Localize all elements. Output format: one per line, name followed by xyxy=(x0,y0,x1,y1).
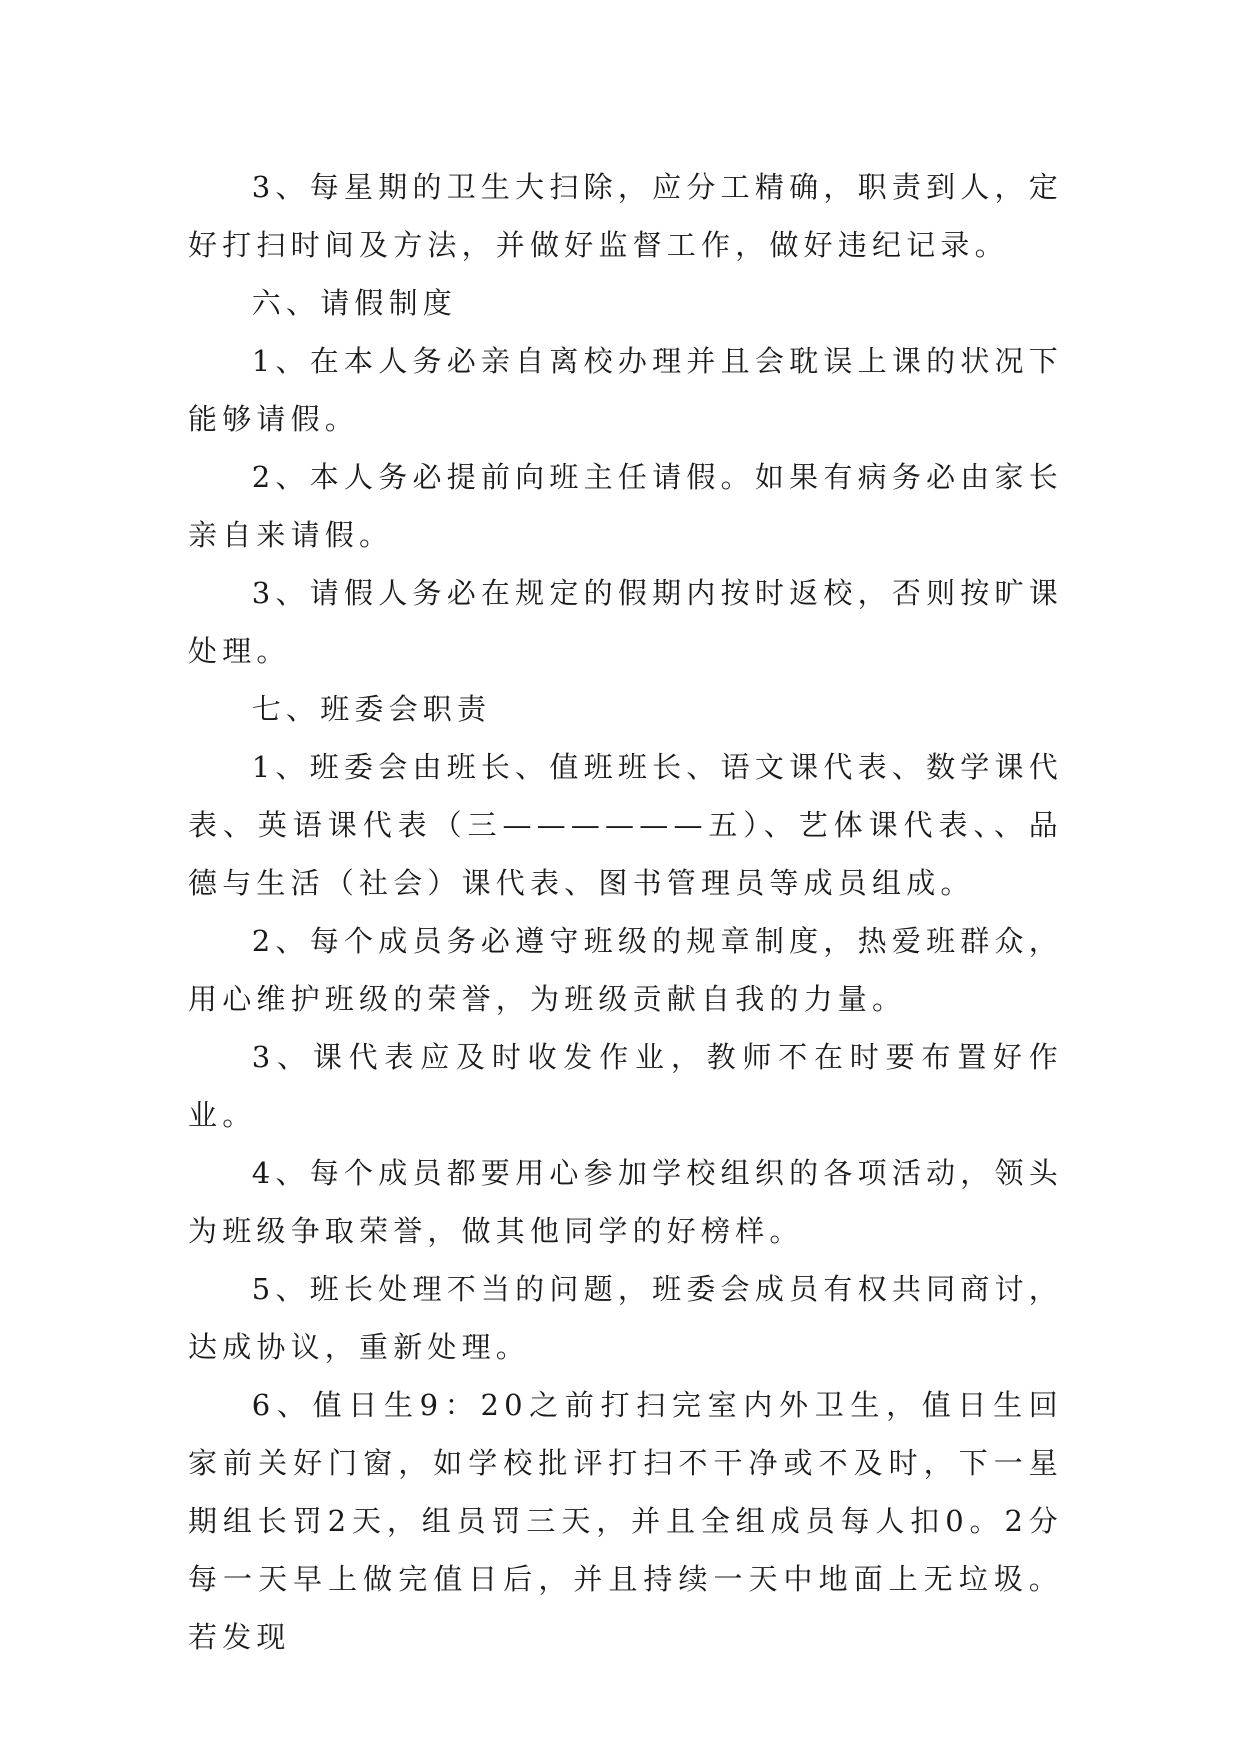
document-body xyxy=(188,158,1063,1666)
section-heading-leave-system: 六、请假制度 xyxy=(251,286,457,320)
paragraph-committee-2: 2、每个成员务必遵守班级的规章制度，热爱班群众，用心维护班级的荣誉，为班级贡献自我的力量。 xyxy=(188,924,1063,1016)
paragraph-committee-4: 4、每个成员都要用心参加学校组织的各项活动，领头为班级争取荣誉，做其他同学的好榜样。 xyxy=(188,1156,1063,1248)
paragraph-committee-3: 3、课代表应及时收发作业，教师不在时要布置好作业。 xyxy=(188,1040,1063,1132)
paragraph-leave-3: 3、请假人务必在规定的假期内按时返校，否则按旷课处理。 xyxy=(188,576,1063,668)
paragraph-committee-6: 6、值日生9：20之前打扫完室内外卫生，值日生回家前关好门窗，如学校批评打扫不干净或不及时，下一星期组长罚2天，组员罚三天，并且全组成员每人扣0。2分每一天早上做完值日后，并且持续一天中地面上无垃圾。若发现 xyxy=(188,1388,1063,1654)
paragraph-leave-2: 2、本人务必提前向班主任请假。如果有病务必由家长亲自来请假。 xyxy=(188,460,1063,552)
paragraph-committee-1: 1、班委会由班长、值班班长、语文课代表、数学课代表、英语课代表（三——————五）、艺体课代表、、品德与生活（社会）课代表、图书管理员等成员组成。 xyxy=(188,750,1063,900)
paragraph-committee-5: 5、班长处理不当的问题，班委会成员有权共同商讨，达成协议，重新处理。 xyxy=(188,1272,1063,1364)
section-heading-committee-duties: 七、班委会职责 xyxy=(251,692,492,726)
paragraph-cleaning-3: 3、每星期的卫生大扫除，应分工精确，职责到人，定好打扫时间及方法，并做好监督工作，做好违纪记录。 xyxy=(188,170,1063,262)
paragraph-leave-1: 1、在本人务必亲自离校办理并且会耽误上课的状况下能够请假。 xyxy=(188,344,1063,436)
